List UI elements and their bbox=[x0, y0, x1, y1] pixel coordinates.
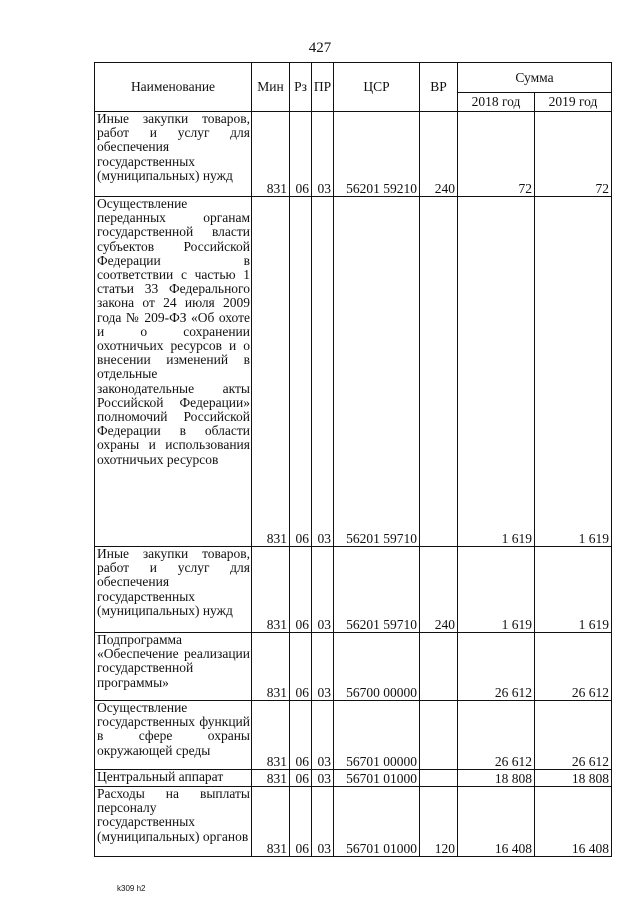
table-row bbox=[95, 633, 612, 701]
row-sum-2018: 16 408 bbox=[458, 787, 535, 857]
row-pr: 03 bbox=[312, 787, 334, 857]
budget-table bbox=[94, 62, 612, 857]
row-sum-2018: 18 808 bbox=[458, 770, 535, 787]
row-vr: 240 bbox=[420, 547, 458, 633]
row-sum-2019: 16 408 bbox=[535, 787, 612, 857]
row-name: Осуществление переданных органам государственной власти субъектов Российской Федерации в соответствии с частью 1 статьи 33 Федерального закона от 24 июля 2009 года № 209-ФЗ «Об охоте и о сохранении охотничьих ресурсов и о внесении изменений в отдельные законодательные акты Российской Федерации» полномочий Российской Федерации в области охраны и использования охотничьих ресурсов bbox=[95, 197, 252, 547]
header-vr: ВР bbox=[420, 63, 458, 112]
row-vr: 240 bbox=[420, 112, 458, 197]
row-name: Иные закупки товаров, работ и услуг для обеспечения государственных (муниципальных) нужд bbox=[95, 112, 252, 197]
header-name: Наименование bbox=[95, 63, 252, 112]
row-rz: 06 bbox=[290, 701, 312, 770]
row-sum-2019: 1 619 bbox=[535, 197, 612, 547]
row-min: 831 bbox=[252, 633, 290, 701]
row-csr: 56700 00000 bbox=[334, 633, 420, 701]
row-min: 831 bbox=[252, 197, 290, 547]
table-row bbox=[95, 770, 612, 787]
row-name: Осуществление государственных функций в сфере охраны окружающей среды bbox=[95, 701, 252, 770]
row-vr bbox=[420, 701, 458, 770]
row-name: Подпрограмма «Обеспечение реализации государственной программы» bbox=[95, 633, 252, 701]
row-sum-2019: 72 bbox=[535, 112, 612, 197]
row-pr: 03 bbox=[312, 197, 334, 547]
row-pr: 03 bbox=[312, 701, 334, 770]
header-rz: Рз bbox=[290, 63, 312, 112]
table-row bbox=[95, 197, 612, 547]
row-pr: 03 bbox=[312, 633, 334, 701]
row-min: 831 bbox=[252, 770, 290, 787]
row-rz: 06 bbox=[290, 787, 312, 857]
page-number: 427 bbox=[308, 40, 332, 56]
row-vr bbox=[420, 633, 458, 701]
row-vr bbox=[420, 770, 458, 787]
footer-code: k309 h2 bbox=[117, 884, 146, 893]
row-min: 831 bbox=[252, 112, 290, 197]
table-row bbox=[95, 701, 612, 770]
row-pr: 03 bbox=[312, 770, 334, 787]
row-sum-2018: 1 619 bbox=[458, 547, 535, 633]
header-pr: ПР bbox=[312, 63, 334, 112]
row-csr: 56201 59710 bbox=[334, 197, 420, 547]
table-row bbox=[95, 112, 612, 197]
row-min: 831 bbox=[252, 701, 290, 770]
row-min: 831 bbox=[252, 547, 290, 633]
row-rz: 06 bbox=[290, 633, 312, 701]
row-name: Расходы на выплаты персоналу государственных (муниципальных) органов bbox=[95, 787, 252, 857]
row-rz: 06 bbox=[290, 112, 312, 197]
table-row bbox=[95, 787, 612, 857]
header-csr: ЦСР bbox=[334, 63, 420, 112]
row-pr: 03 bbox=[312, 112, 334, 197]
row-min: 831 bbox=[252, 787, 290, 857]
row-sum-2019: 26 612 bbox=[535, 633, 612, 701]
row-sum-2018: 1 619 bbox=[458, 197, 535, 547]
row-sum-2018: 72 bbox=[458, 112, 535, 197]
row-csr: 56701 01000 bbox=[334, 787, 420, 857]
header-year-2019: 2019 год bbox=[535, 93, 612, 112]
row-csr: 56201 59210 bbox=[334, 112, 420, 197]
header-year-2018: 2018 год bbox=[458, 93, 535, 112]
row-rz: 06 bbox=[290, 770, 312, 787]
row-vr: 120 bbox=[420, 787, 458, 857]
row-sum-2018: 26 612 bbox=[458, 701, 535, 770]
row-sum-2019: 26 612 bbox=[535, 701, 612, 770]
row-vr bbox=[420, 197, 458, 547]
row-sum-2018: 26 612 bbox=[458, 633, 535, 701]
header-sum: Сумма bbox=[458, 63, 612, 93]
row-sum-2019: 1 619 bbox=[535, 547, 612, 633]
header-min: Мин bbox=[252, 63, 290, 112]
row-csr: 56701 01000 bbox=[334, 770, 420, 787]
row-sum-2019: 18 808 bbox=[535, 770, 612, 787]
row-csr: 56201 59710 bbox=[334, 547, 420, 633]
row-pr: 03 bbox=[312, 547, 334, 633]
row-name: Иные закупки товаров, работ и услуг для обеспечения государственных (муниципальных) нужд bbox=[95, 547, 252, 633]
row-name: Центральный аппарат bbox=[95, 770, 252, 787]
table-row bbox=[95, 547, 612, 633]
row-rz: 06 bbox=[290, 547, 312, 633]
row-csr: 56701 00000 bbox=[334, 701, 420, 770]
row-rz: 06 bbox=[290, 197, 312, 547]
